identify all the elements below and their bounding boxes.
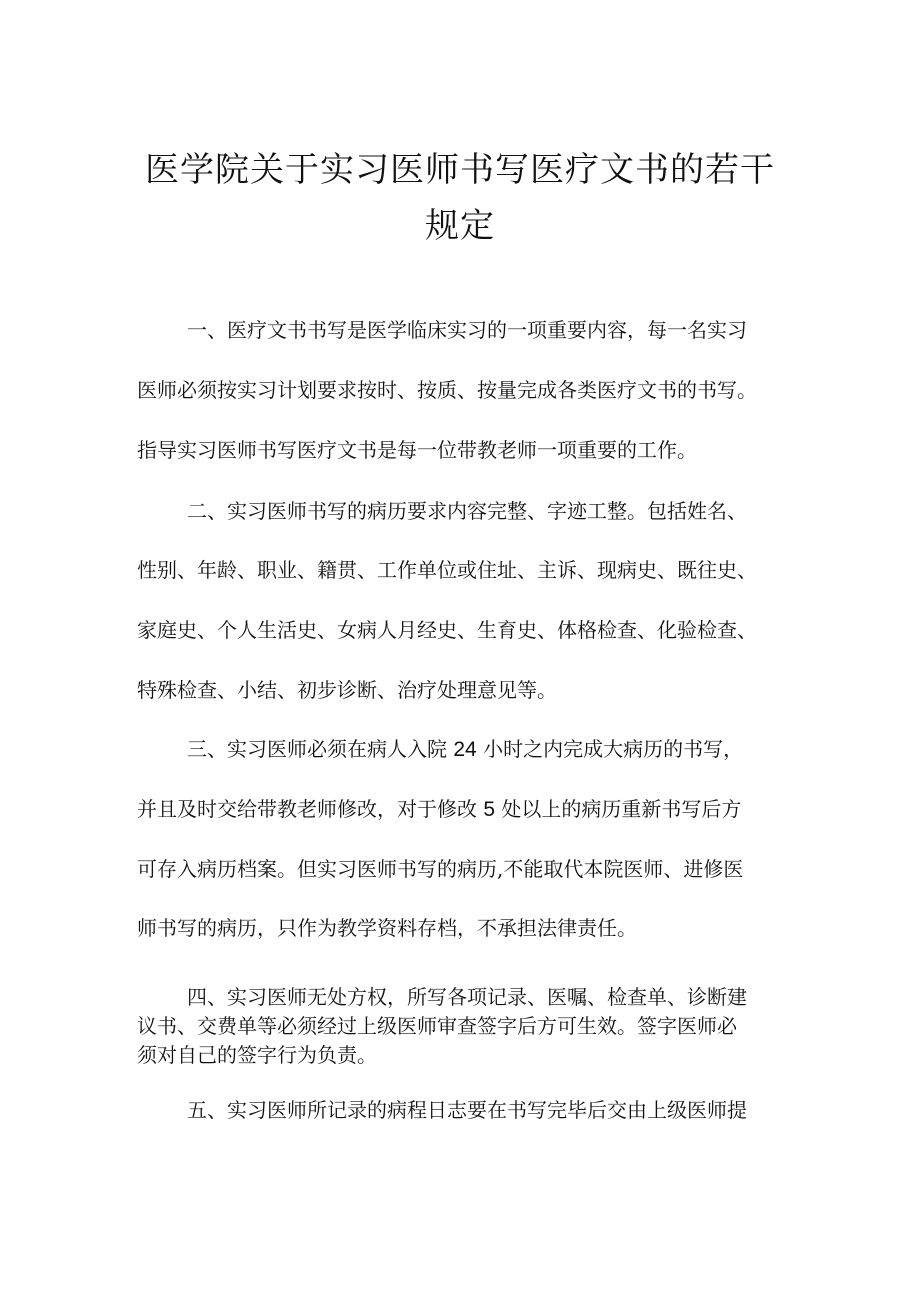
paragraph-line: 特殊检查、小结、初步诊断、治疗处理意见等。 (137, 678, 557, 702)
document-title-line-1: 医学院关于实习医师书写医疗文书的若干 (145, 150, 775, 190)
paragraph-line: 家庭史、个人生活史、女病人月经史、生育史、体格检查、化验检查、 (137, 618, 757, 642)
paragraph-line (187, 735, 743, 764)
paragraph-line: 指导实习医师书写医疗文书是每一位带教老师一项重要的工作。 (137, 438, 697, 462)
revision-count-number: 5 (483, 798, 496, 821)
line-text: 处以上的病历重新书写后方 (501, 797, 742, 821)
line-text: 小时之内完成大病历的书写， (483, 737, 744, 761)
paragraph-line: 五、实习医师所记录的病程日志要在书写完毕后交由上级医师提 (187, 1098, 747, 1122)
paragraph-line: 可存入病历档案。但实习医师书写的病历,不能取代本院医师、进修医 (137, 857, 744, 881)
hours-number: 24 (453, 738, 477, 761)
line-text: 三、实习医师必须在病人入院 (187, 737, 447, 761)
paragraph-line: 医师必须按实习计划要求按时、按质、按量完成各类医疗文书的书写。 (137, 378, 757, 402)
paragraph-line: 一、医疗文书书写是医学临床实习的一项重要内容，每一名实习 (187, 318, 747, 342)
paragraph-line: 四、实习医师无处方权，所写各项记录、医嘱、检查单、诊断建 (187, 985, 747, 1009)
paragraph-line: 议书、交费单等必须经过上级医师审查签字后方可生效。签字医师必 (137, 1014, 737, 1038)
paragraph-line: 二、实习医师书写的病历要求内容完整、字迹工整。包括姓名、 (187, 499, 747, 523)
document-title-line-2: 规定 (425, 206, 495, 246)
paragraph-line (137, 795, 741, 824)
paragraph-line: 须对自己的签字行为负责。 (137, 1043, 377, 1067)
paragraph-line: 师书写的病历，只作为教学资料存档，不承担法律责任。 (137, 916, 637, 940)
line-text: 并且及时交给带教老师修改，对于修改 (137, 797, 477, 821)
paragraph-line: 性别、年龄、职业、籍贯、工作单位或住址、主诉、现病史、既往史、 (137, 558, 757, 582)
